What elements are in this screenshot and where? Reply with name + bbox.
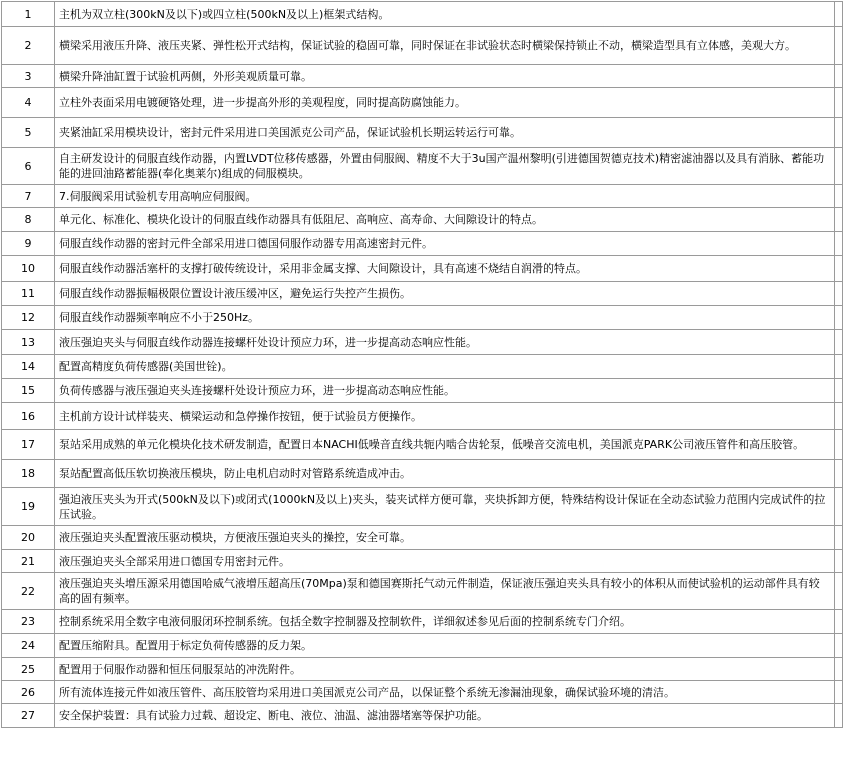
empty-cell [835, 208, 843, 232]
empty-cell [835, 610, 843, 634]
row-description: 横梁采用液压升降、液压夹紧、弹性松开式结构，保证试验的稳固可靠，同时保证在非试验状态时横梁保持锁止不动，横梁造型具有立体感，美观大方。 [55, 27, 835, 65]
row-description: 主机为双立柱(300kN及以下)或四立柱(500kN及以上)框架式结构。 [55, 2, 835, 27]
spec-table-body [2, 2, 843, 728]
row-description: 配置用于伺服作动器和恒压伺服泵站的冲洗附件。 [55, 658, 835, 681]
row-description: 伺服直线作动器活塞杆的支撑打破传统设计，采用非金属支撑、大间隙设计，具有高速不烧结自润滑的特点。 [55, 256, 835, 282]
empty-cell [835, 27, 843, 65]
row-description: 负荷传感器与液压强迫夹头连接螺杆处设计预应力环，进一步提高动态响应性能。 [55, 379, 835, 403]
empty-cell [835, 658, 843, 681]
row-description: 伺服直线作动器的密封元件全部采用进口德国伺服作动器专用高速密封元件。 [55, 232, 835, 256]
table-row [2, 430, 843, 460]
table-row [2, 330, 843, 355]
empty-cell [835, 403, 843, 430]
row-number: 13 [2, 330, 55, 355]
table-row [2, 704, 843, 728]
table-row [2, 658, 843, 681]
row-description: 泵站采用成熟的单元化模块化技术研发制造，配置日本NACHI低噪音直线共轭内啮合齿轮泵，低噪音交流电机，美国派克PARK公司液压管件和高压胶管。 [55, 430, 835, 460]
table-row [2, 526, 843, 550]
row-number: 16 [2, 403, 55, 430]
row-number: 11 [2, 282, 55, 306]
row-number: 2 [2, 27, 55, 65]
row-number: 17 [2, 430, 55, 460]
row-description: 液压强迫夹头增压源采用德国哈威气液增压超高压(70Mpa)泵和德国赛斯托气动元件制造，保证液压强迫夹头具有较小的体积从而使试验机的运动部件具有较高的固有频率。 [55, 573, 835, 610]
table-row [2, 2, 843, 27]
table-row [2, 208, 843, 232]
empty-cell [835, 704, 843, 728]
empty-cell [835, 550, 843, 573]
empty-cell [835, 256, 843, 282]
row-description: 配置高精度负荷传感器(美国世铨)。 [55, 355, 835, 379]
row-number: 15 [2, 379, 55, 403]
empty-cell [835, 330, 843, 355]
table-row [2, 27, 843, 65]
row-description: 液压强迫夹头全部采用进口德国专用密封元件。 [55, 550, 835, 573]
table-row [2, 488, 843, 526]
row-number: 4 [2, 88, 55, 118]
row-number: 12 [2, 306, 55, 330]
table-row [2, 118, 843, 148]
empty-cell [835, 488, 843, 526]
empty-cell [835, 379, 843, 403]
table-row [2, 610, 843, 634]
table-row [2, 88, 843, 118]
row-description: 强迫液压夹头为开式(500kN及以下)或闭式(1000kN及以上)夹头，装夹试样方便可靠，夹块拆卸方便，特殊结构设计保证在全动态试验力范围内完成试件的拉压试验。 [55, 488, 835, 526]
row-description: 液压强迫夹头与伺服直线作动器连接螺杆处设计预应力环，进一步提高动态响应性能。 [55, 330, 835, 355]
empty-cell [835, 232, 843, 256]
row-description: 单元化、标准化、模块化设计的伺服直线作动器具有低阻尼、高响应、高寿命、大间隙设计的特点。 [55, 208, 835, 232]
empty-cell [835, 2, 843, 27]
empty-cell [835, 148, 843, 185]
row-number: 6 [2, 148, 55, 185]
empty-cell [835, 355, 843, 379]
row-number: 20 [2, 526, 55, 550]
table-row [2, 379, 843, 403]
row-number: 1 [2, 2, 55, 27]
row-description: 伺服直线作动器频率响应不小于250Hz。 [55, 306, 835, 330]
row-description: 主机前方设计试样装夹、横梁运动和急停操作按钮，便于试验员方便操作。 [55, 403, 835, 430]
empty-cell [835, 88, 843, 118]
empty-cell [835, 185, 843, 208]
row-description: 立柱外表面采用电镀硬铬处理，进一步提高外形的美观程度，同时提高防腐蚀能力。 [55, 88, 835, 118]
row-number: 19 [2, 488, 55, 526]
empty-cell [835, 118, 843, 148]
row-number: 23 [2, 610, 55, 634]
table-row [2, 403, 843, 430]
row-number: 9 [2, 232, 55, 256]
table-row [2, 550, 843, 573]
table-row [2, 634, 843, 658]
table-row [2, 573, 843, 610]
row-number: 24 [2, 634, 55, 658]
empty-cell [835, 430, 843, 460]
table-row [2, 232, 843, 256]
row-description: 横梁升降油缸置于试验机两侧，外形美观质量可靠。 [55, 65, 835, 88]
row-number: 8 [2, 208, 55, 232]
table-row [2, 148, 843, 185]
table-row [2, 460, 843, 488]
row-number: 21 [2, 550, 55, 573]
row-description: 自主研发设计的伺服直线作动器，内置LVDT位移传感器，外置由伺服阀、精度不大于3u国产温州黎明(引进德国贺德克技术)精密滤油器以及具有消脉、蓄能功能的进回油路蓄能器(奉化奥莱尔)组成的伺服模块。 [55, 148, 835, 185]
table-row [2, 185, 843, 208]
row-description: 安全保护装置：具有试验力过载、超设定、断电、液位、油温、滤油器堵塞等保护功能。 [55, 704, 835, 728]
row-description: 配置压缩附具。配置用于标定负荷传感器的反力架。 [55, 634, 835, 658]
row-number: 27 [2, 704, 55, 728]
row-description: 7.伺服阀采用试验机专用高响应伺服阀。 [55, 185, 835, 208]
row-number: 10 [2, 256, 55, 282]
row-number: 22 [2, 573, 55, 610]
spec-table [1, 1, 843, 728]
table-row [2, 65, 843, 88]
table-row [2, 282, 843, 306]
row-number: 14 [2, 355, 55, 379]
empty-cell [835, 65, 843, 88]
row-number: 3 [2, 65, 55, 88]
row-number: 5 [2, 118, 55, 148]
row-number: 18 [2, 460, 55, 488]
empty-cell [835, 306, 843, 330]
table-row [2, 681, 843, 704]
empty-cell [835, 526, 843, 550]
row-description: 伺服直线作动器振幅极限位置设计液压缓冲区，避免运行失控产生损伤。 [55, 282, 835, 306]
table-row [2, 306, 843, 330]
row-description: 夹紧油缸采用模块设计，密封元件采用进口美国派克公司产品，保证试验机长期运转运行可靠。 [55, 118, 835, 148]
row-description: 所有流体连接元件如液压管件、高压胶管均采用进口美国派克公司产品，以保证整个系统无渗漏油现象，确保试验环境的清洁。 [55, 681, 835, 704]
empty-cell [835, 573, 843, 610]
table-row [2, 355, 843, 379]
empty-cell [835, 681, 843, 704]
empty-cell [835, 460, 843, 488]
row-description: 泵站配置高低压软切换液压模块，防止电机启动时对管路系统造成冲击。 [55, 460, 835, 488]
table-row [2, 256, 843, 282]
row-number: 26 [2, 681, 55, 704]
row-description: 控制系统采用全数字电液伺服闭环控制系统。包括全数字控制器及控制软件，详细叙述参见后面的控制系统专门介绍。 [55, 610, 835, 634]
row-description: 液压强迫夹头配置液压驱动模块，方便液压强迫夹头的操控，安全可靠。 [55, 526, 835, 550]
row-number: 7 [2, 185, 55, 208]
row-number: 25 [2, 658, 55, 681]
empty-cell [835, 282, 843, 306]
empty-cell [835, 634, 843, 658]
